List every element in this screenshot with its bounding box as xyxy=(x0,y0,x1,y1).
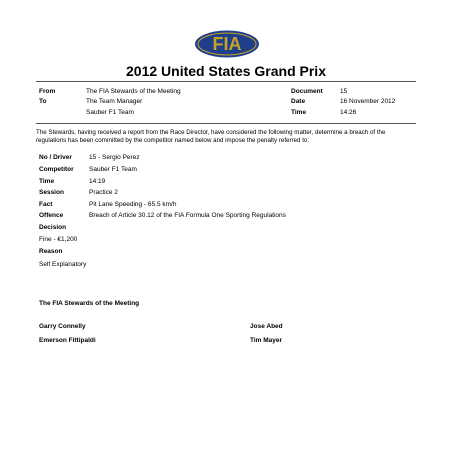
offence-label: Offence xyxy=(39,212,64,219)
fia-logo-text: FIA xyxy=(212,34,242,54)
steward-name: Jose Abed xyxy=(250,323,283,330)
decision-label: Decision xyxy=(39,224,67,231)
competitor-value: Sauber F1 Team xyxy=(89,166,137,173)
divider-top xyxy=(36,81,416,82)
reason-value: Self Explanatory xyxy=(39,261,87,268)
to-value-manager: The Team Manager xyxy=(86,98,143,105)
reason-label: Reason xyxy=(39,248,63,255)
steward-name: Tim Mayer xyxy=(250,337,283,344)
time-label: Time xyxy=(291,109,307,116)
steward-name: Garry Connelly xyxy=(39,323,86,330)
from-label: From xyxy=(39,88,56,95)
incident-time-value: 14:19 xyxy=(89,178,106,185)
to-value-team: Sauber F1 Team xyxy=(86,109,134,116)
date-label: Date xyxy=(291,98,306,105)
competitor-label: Competitor xyxy=(39,166,74,173)
page-title: 2012 United States Grand Prix xyxy=(126,63,326,79)
session-value: Practice 2 xyxy=(89,189,118,196)
to-label: To xyxy=(39,98,47,105)
decision-value: Fine - €1,200 xyxy=(39,236,78,243)
driver-value: 15 - Sergio Perez xyxy=(89,154,140,161)
stewards-heading: The FIA Stewards of the Meeting xyxy=(39,300,140,307)
date-value: 16 November 2012 xyxy=(340,98,396,105)
offence-value: Breach of Article 30.12 of the FIA Formula One Sporting Regulations xyxy=(89,212,286,219)
steward-name: Emerson Fittipaldi xyxy=(39,337,96,344)
time-value: 14:26 xyxy=(340,109,357,116)
divider-header xyxy=(36,123,416,124)
intro-paragraph: The Stewards, having received a report from the Race Director, have considered the following matter, determine a breach of the regulations has been committed by the competitor named below and impose the penalty referred to: xyxy=(36,129,386,144)
session-label: Session xyxy=(39,189,64,196)
fact-label: Fact xyxy=(39,201,53,208)
fia-logo xyxy=(194,30,260,58)
fact-value: Pit Lane Speeding - 65.5 km/h xyxy=(89,201,177,208)
from-value: The FIA Stewards of the Meeting xyxy=(86,88,181,95)
driver-label: No / Driver xyxy=(39,154,72,161)
document-label: Document xyxy=(291,88,323,95)
document-value: 15 xyxy=(340,88,348,95)
incident-time-label: Time xyxy=(39,178,55,185)
